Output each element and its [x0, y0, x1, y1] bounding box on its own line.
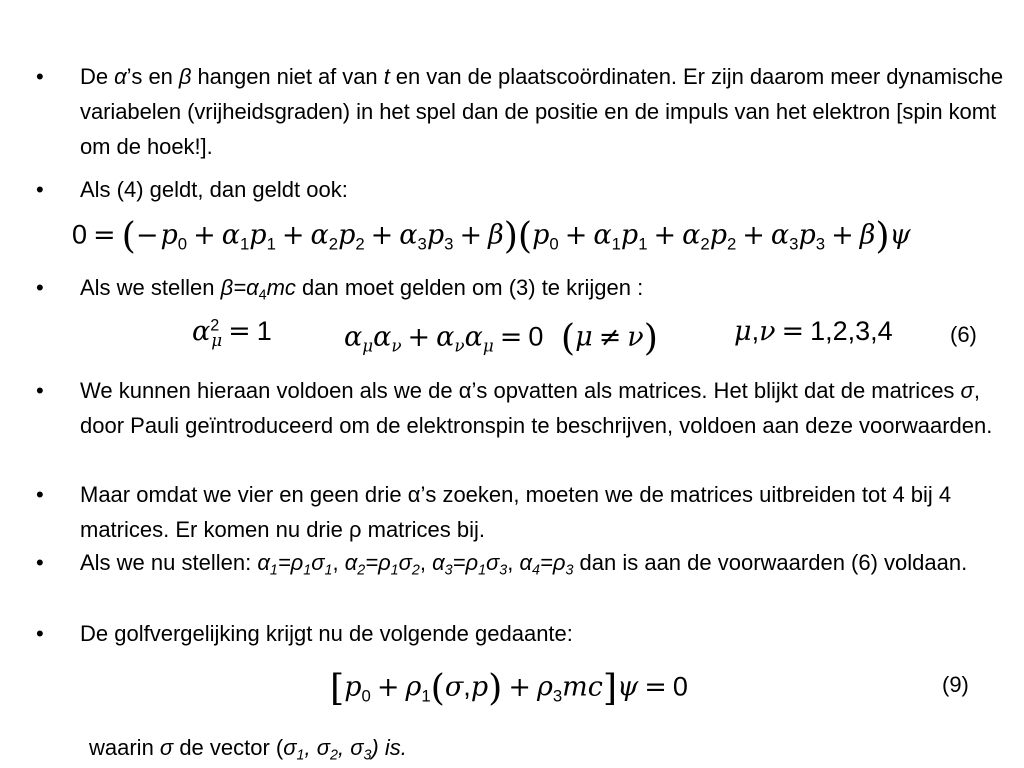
bullet-text-1: De α’s en β hangen niet af van t en van de plaatscoördinaten. Er zijn daarom meer dynamische variabelen (vrijheidsgraden) in het spel dan de positie en de impuls van het elektron [spin komt om de hoek!]. [80, 64, 1004, 159]
equation-dirac-product: $0 = (-p_0 + \alpha_1p_1 + \alpha_2p_2 + \alpha_3p_3 + \beta)(p_0 + \alpha_1p_1 + \alpha_2p_2 + \alpha_3p_3 + \beta)\psi$ [72, 214, 911, 257]
waarin-text: waarin σ de vector ($\sigma_1$, $\sigma_2$, $\sigma_3$) is. [89, 735, 407, 764]
bullet-marker: • [36, 177, 44, 202]
bullet-marker: • [36, 378, 44, 403]
equation-9: $[p_0 + \rho_1(\sigma,p) + \rho_3mc]\psi = 0$ [330, 666, 688, 709]
bullet-text-4: We kunnen hieraan voldoen als we de α’s opvatten als matrices. Het blijkt dat de matrices σ, door Pauli geïntroduceerd om de elektronspin te beschrijven, voldoen aan deze voorwaarden. [80, 378, 993, 438]
equation-number-9: (9) [942, 672, 969, 697]
bullet-text-6: Als we nu stellen: $\alpha_1=\rho_1\sigma_1$, $\alpha_2=\rho_1\sigma_2$, $\alpha_3=\rho_1\sigma_3$, $\alpha_4=\rho_3$ dan is aan de voorwaarden (6) voldaan. [80, 550, 968, 579]
equation-6-anticommutator: $\alpha_\mu\alpha_\nu + \alpha_\nu\alpha_\mu = 0$ (μ ≠ ν) [344, 316, 658, 359]
bullet-marker: • [36, 64, 44, 89]
equation-6-indices: μ,ν = 1,2,3,4 [734, 316, 893, 347]
bullet-text-5: Maar omdat we vier en geen drie α’s zoeken, moeten we de matrices uitbreiden tot 4 bij 4 matrices. Er komen nu drie ρ matrices bij. [80, 482, 952, 542]
bullet-text-7: De golfvergelijking krijgt nu de volgende gedaante: [80, 621, 573, 646]
equation-number-6: (6) [950, 322, 977, 347]
bullet-marker: • [36, 482, 44, 507]
bullet-text-2: Als (4) geldt, dan geldt ook: [80, 177, 348, 202]
equation-6-left: $\alpha^2_\mu = 1$ [192, 316, 272, 350]
bullet-marker: • [36, 275, 44, 300]
bullet-marker: • [36, 550, 44, 575]
bullet-text-3: Als we stellen $\beta=\alpha_4mc$ dan moet gelden om (3) te krijgen : [80, 275, 644, 304]
bullet-marker: • [36, 621, 44, 646]
